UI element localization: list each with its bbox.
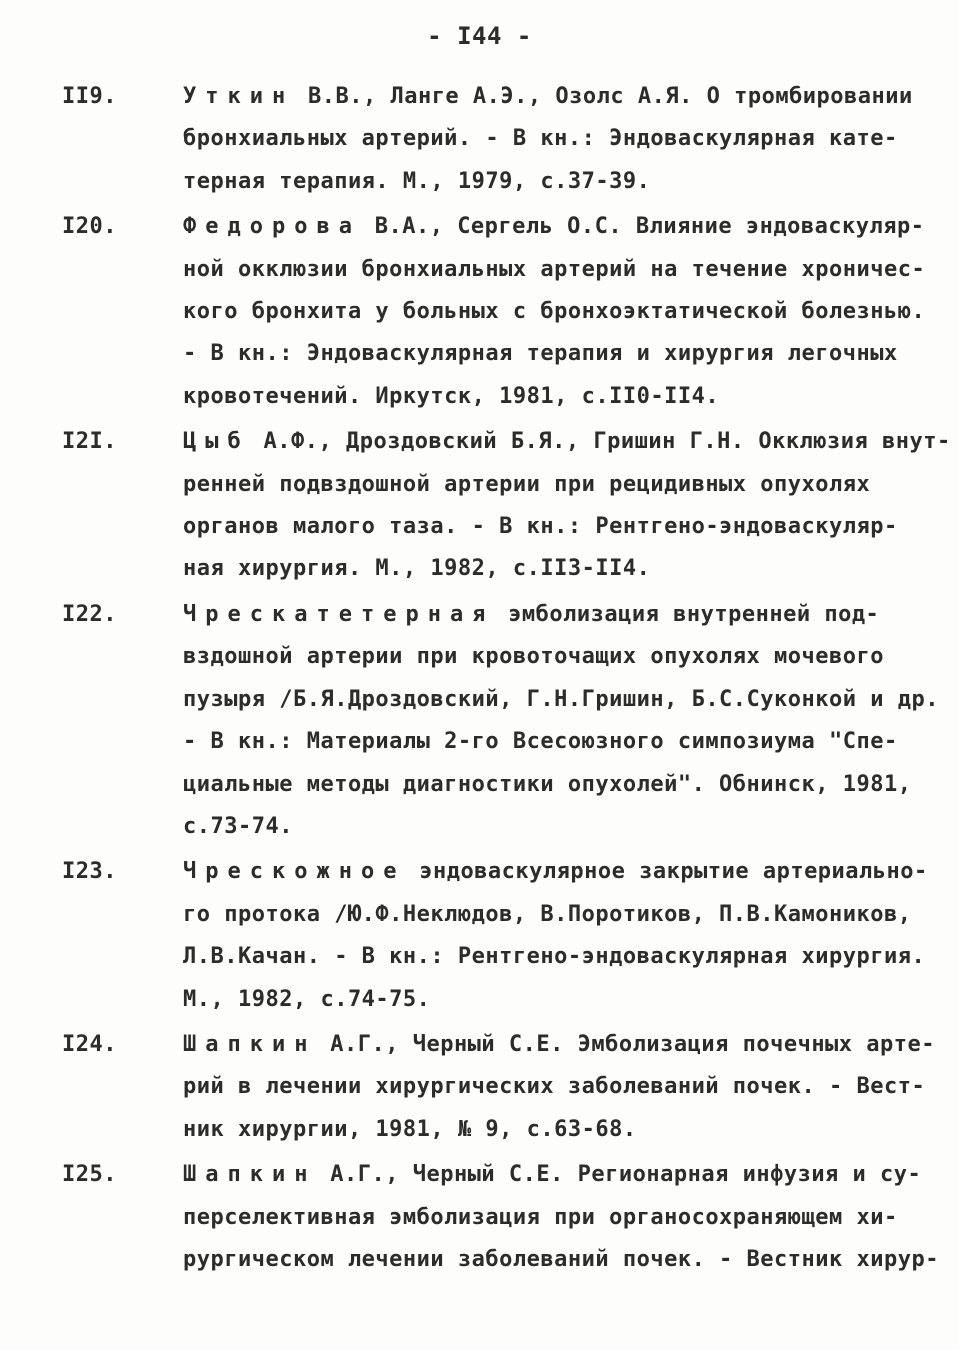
entry-line [183, 76, 913, 118]
entry-line: - В кн.: Материалы 2-го Всесоюзного симпозиума "Спе- [183, 729, 898, 755]
entry-line: рургическом лечении заболеваний почек. - Вестник хирур- [183, 1246, 939, 1272]
entry-text: А.Г., Черный С.Е. Регионарная инфузия и су- [330, 1162, 922, 1188]
entry-line: Л.В.Качан. - В кн.: Рентгено-эндоваскулярная хирургия. [183, 944, 926, 970]
entry-text: А.Ф., Дроздовский Б.Я., Гришин Г.Н. Окклюзия внут- [263, 429, 951, 455]
entry-text: эндоваскулярное закрытие артериально- [419, 859, 928, 885]
entry-text: В.А., Сергель О.С. Влияние эндоваскуляр- [374, 214, 925, 240]
entry-line: пузыря /Б.Я.Дроздовский, Г.Н.Гришин, Б.С.Суконкой и др. [183, 686, 939, 712]
entry-line [183, 1154, 922, 1196]
entry-line: перселективная эмболизация при органосохраняющем хи- [183, 1204, 898, 1230]
entry-line: с.73-74. [183, 813, 293, 839]
entry-line: вздошной артерии при кровоточащих опухолях мочевого [183, 644, 885, 670]
entry-author: Шапкин [183, 1031, 317, 1057]
bibliography-entry [62, 76, 913, 203]
bibliography-entry [62, 594, 939, 848]
entry-number: I25. [62, 1162, 117, 1188]
entry-line [183, 421, 951, 463]
bibliography-entry [62, 851, 928, 1021]
entry-line [183, 594, 902, 636]
entry-line: го протока /Ю.Ф.Неклюдов, В.Поротиков, П.В.Камоников, [183, 901, 912, 927]
bibliography-entry [62, 1154, 939, 1281]
entry-author: Чрескожное [183, 859, 406, 885]
entry-line: ник хирургии, 1981, № 9, с.63-68. [183, 1116, 637, 1142]
entry-number: I22. [62, 601, 117, 627]
entry-number: I20. [62, 214, 117, 240]
entry-number: I24. [62, 1031, 117, 1057]
bibliography-entry [62, 1024, 936, 1151]
entry-author: Уткин [183, 84, 295, 109]
entry-line [183, 1024, 936, 1066]
entry-line: органов малого таза. - В кн.: Рентгено-эндоваскуляр- [183, 514, 898, 540]
entry-text: эмболизация внутренней под- [508, 601, 880, 627]
entry-line: М., 1982, с.74-75. [183, 986, 431, 1012]
entry-number: II9. [62, 84, 117, 109]
entry-text: А.Г., Черный С.Е. Эмболизация почечных арте- [330, 1031, 936, 1057]
entry-author: Чрескатетерная [183, 601, 495, 627]
entry-line: терная терапия. М., 1979, с.37-39. [183, 168, 651, 194]
entry-author: Шапкин [183, 1162, 317, 1188]
entry-line: кровотечений. Иркутск, 1981, с.II0-II4. [183, 383, 720, 409]
entry-author: Федорова [183, 214, 361, 240]
entry-line [183, 206, 925, 248]
entry-text: В.В., Ланге А.Э., Озолс А.Я. О тромбировании [307, 84, 913, 109]
entry-number: I23. [62, 859, 117, 885]
entry-line: ренней подвздошной артерии при рецидивных опухолях [183, 471, 871, 497]
entry-author: Цыб [183, 429, 250, 455]
entry-line: рий в лечении хирургических заболеваний почек. - Вест- [183, 1074, 926, 1100]
bibliography-entry [62, 206, 926, 418]
bibliography-list [62, 76, 951, 1284]
entry-line: циальные методы диагностики опухолей". Обнинск, 1981, [183, 771, 912, 797]
entry-number: I2I. [62, 429, 117, 455]
entry-line: - В кн.: Эндоваскулярная терапия и хирургия легочных [183, 341, 898, 367]
bibliography-entry [62, 421, 951, 591]
entry-line: ной окклюзии бронхиальных артерий на течение хроничес- [183, 256, 926, 282]
page-number: - I44 - [427, 22, 532, 50]
entry-line: кого бронхита у больных с бронхоэктатической болезнью. [183, 299, 926, 325]
entry-line: бронхиальных артерий. - В кн.: Эндоваскулярная кате- [183, 126, 898, 152]
entry-line [183, 851, 928, 893]
entry-line: ная хирургия. М., 1982, с.II3-II4. [183, 556, 651, 582]
